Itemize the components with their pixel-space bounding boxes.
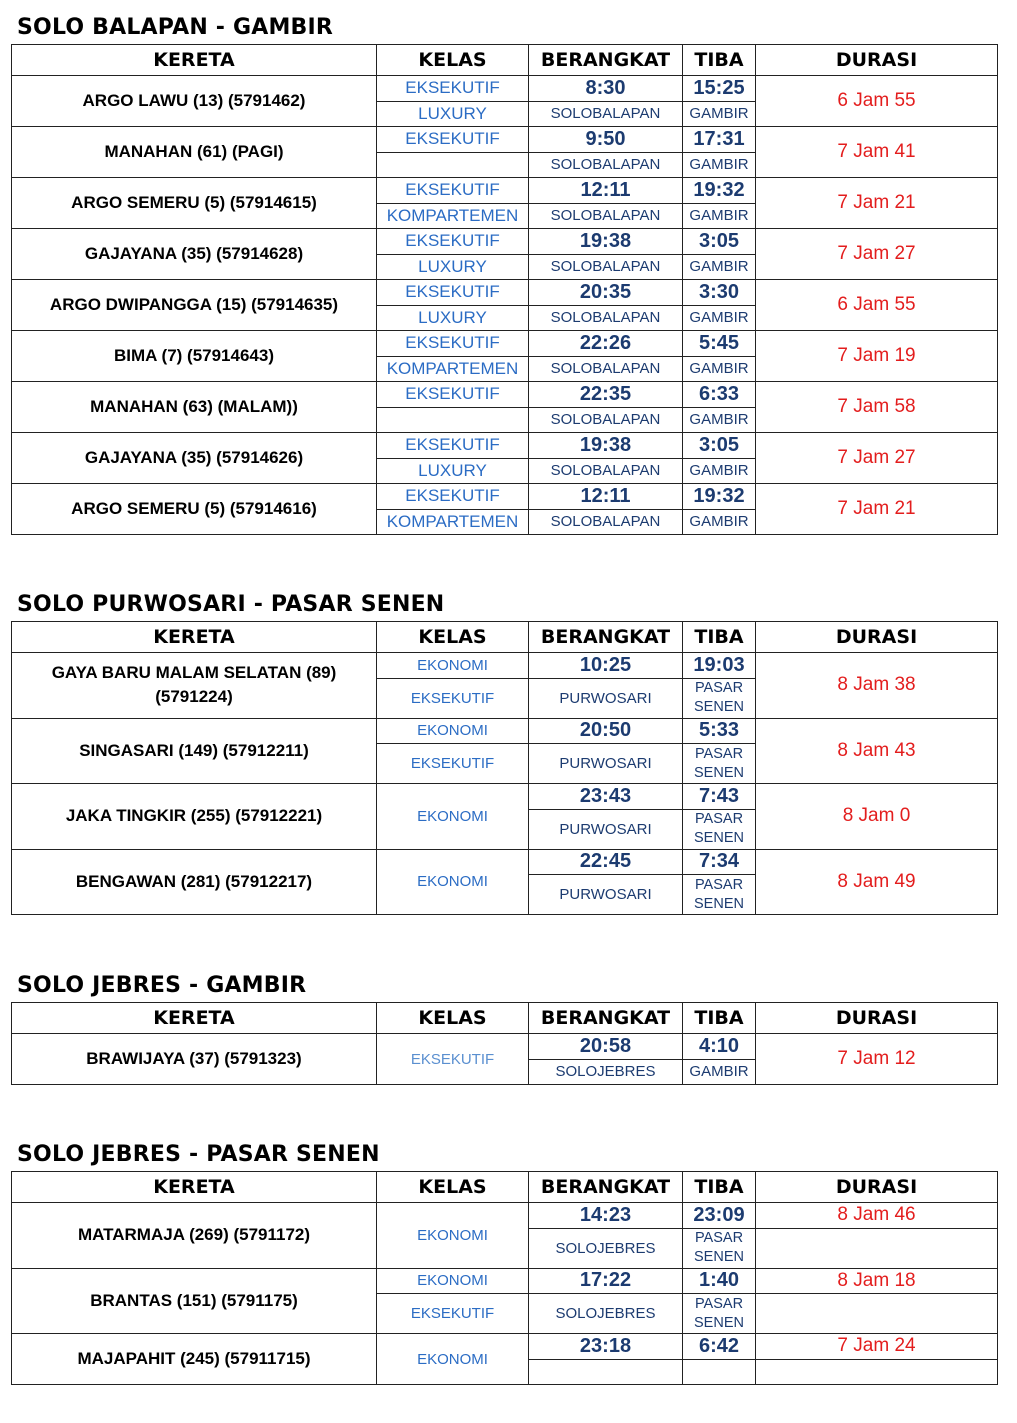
train-name: BRAWIJAYA (37) (5791323) — [12, 1034, 377, 1085]
arrival-station: GAMBIR — [683, 1059, 756, 1085]
table-row — [12, 76, 998, 102]
class-primary: EKONOMI — [377, 653, 529, 679]
train-name: GAJAYANA (35) (57914628) — [12, 229, 377, 280]
header-durasi: DURASI — [756, 622, 998, 653]
train-name: BRANTAS (151) (5791175) — [12, 1268, 377, 1334]
section-solo-jebres-pasar-senen — [11, 1139, 997, 1385]
table-row — [12, 784, 998, 810]
arrival-time: 3:05 — [683, 229, 756, 255]
departure-time: 23:43 — [529, 784, 683, 810]
arrival-time: 3:05 — [683, 433, 756, 459]
class-secondary: LUXURY — [377, 305, 529, 331]
duration: 7 Jam 27 — [756, 433, 998, 484]
train-name: MANAHAN (61) (PAGI) — [12, 127, 377, 178]
header-kereta: KERETA — [12, 1172, 377, 1203]
train-name: BENGAWAN (281) (57912217) — [12, 849, 377, 915]
arrival-station-line1: PASAR — [694, 876, 744, 893]
class-primary: EKSEKUTIF — [377, 331, 529, 357]
table-row — [12, 331, 998, 357]
arrival-time: 17:31 — [683, 127, 756, 153]
class-primary: EKSEKUTIF — [377, 229, 529, 255]
class-secondary: KOMPARTEMEN — [377, 356, 529, 382]
section-title: SOLO PURWOSARI - PASAR SENEN — [17, 592, 445, 617]
header-kereta: KERETA — [12, 45, 377, 76]
arrival-station-empty — [683, 1359, 756, 1385]
arrival-time: 19:32 — [683, 178, 756, 204]
arrival-time: 1:40 — [683, 1268, 756, 1294]
duration: 8 Jam 0 — [756, 784, 998, 850]
train-name: ARGO LAWU (13) (5791462) — [12, 76, 377, 127]
class-primary: EKSEKUTIF — [377, 1034, 529, 1085]
duration: 8 Jam 49 — [756, 849, 998, 915]
departure-station: SOLOBALAPAN — [529, 305, 683, 331]
departure-time: 19:38 — [529, 229, 683, 255]
arrival-station-line2: SENEN — [694, 699, 744, 715]
class-secondary: EKSEKUTIF — [377, 744, 529, 784]
table-header-row — [12, 1172, 998, 1203]
duration: 6 Jam 55 — [756, 76, 998, 127]
table-row — [12, 382, 998, 408]
header-kelas: KELAS — [377, 45, 529, 76]
header-kereta: KERETA — [12, 1003, 377, 1034]
arrival-station-line2: SENEN — [694, 1249, 744, 1265]
table-row — [12, 1268, 998, 1294]
header-berangkat: BERANGKAT — [529, 622, 683, 653]
departure-time: 20:35 — [529, 280, 683, 306]
arrival-station — [683, 744, 756, 784]
duration-empty — [756, 1359, 998, 1385]
header-durasi: DURASI — [756, 1003, 998, 1034]
header-berangkat: BERANGKAT — [529, 1172, 683, 1203]
arrival-station — [683, 875, 756, 915]
arrival-station-line1: PASAR — [694, 745, 744, 762]
class-secondary — [377, 407, 529, 433]
class-primary: EKONOMI — [377, 1334, 529, 1385]
arrival-time: 19:03 — [683, 653, 756, 679]
train-name: GAJAYANA (35) (57914626) — [12, 433, 377, 484]
class-secondary: EKSEKUTIF — [377, 678, 529, 718]
table-row — [12, 849, 998, 875]
arrival-station: GAMBIR — [683, 305, 756, 331]
arrival-station-line2: SENEN — [694, 764, 744, 781]
arrival-station-line1: PASAR — [694, 680, 744, 696]
departure-station: SOLOJEBRES — [529, 1059, 683, 1085]
class-primary: EKONOMI — [377, 1268, 529, 1294]
class-primary: EKSEKUTIF — [377, 76, 529, 102]
arrival-station: GAMBIR — [683, 407, 756, 433]
train-name: SINGASARI (149) (57912211) — [12, 718, 377, 784]
departure-station: SOLOBALAPAN — [529, 458, 683, 484]
header-tiba: TIBA — [683, 45, 756, 76]
table-row — [12, 127, 998, 153]
arrival-station — [683, 809, 756, 849]
class-primary: EKSEKUTIF — [377, 280, 529, 306]
class-secondary — [377, 152, 529, 178]
train-name: MATARMAJA (269) (5791172) — [12, 1203, 377, 1269]
class-primary: EKSEKUTIF — [377, 178, 529, 204]
duration: 8 Jam 38 — [756, 653, 998, 719]
arrival-station: GAMBIR — [683, 356, 756, 382]
arrival-station-line2: SENEN — [694, 830, 744, 846]
train-name: JAKA TINGKIR (255) (57912221) — [12, 784, 377, 850]
duration: 8 Jam 18 — [756, 1268, 998, 1294]
duration: 7 Jam 41 — [756, 127, 998, 178]
section-solo-balapan-gambir — [11, 12, 997, 535]
departure-station: PURWOSARI — [529, 744, 683, 784]
class-secondary: LUXURY — [377, 254, 529, 280]
arrival-station: GAMBIR — [683, 458, 756, 484]
arrival-station — [683, 1294, 756, 1334]
departure-time: 20:50 — [529, 718, 683, 744]
duration: 7 Jam 12 — [756, 1034, 998, 1085]
class-secondary: LUXURY — [377, 101, 529, 127]
table-row — [12, 653, 998, 679]
arrival-station: GAMBIR — [683, 203, 756, 229]
departure-station: SOLOBALAPAN — [529, 254, 683, 280]
header-kereta: KERETA — [12, 622, 377, 653]
arrival-time: 5:33 — [683, 718, 756, 744]
departure-time: 19:38 — [529, 433, 683, 459]
arrival-time: 6:42 — [683, 1334, 756, 1360]
class-secondary: LUXURY — [377, 458, 529, 484]
departure-time: 14:23 — [529, 1203, 683, 1229]
arrival-station-line1: PASAR — [694, 1230, 744, 1246]
departure-time: 20:58 — [529, 1034, 683, 1060]
arrival-station-line2: SENEN — [694, 895, 744, 912]
train-name: BIMA (7) (57914643) — [12, 331, 377, 382]
class-secondary: KOMPARTEMEN — [377, 203, 529, 229]
schedule-table — [11, 1002, 998, 1085]
section-title: SOLO JEBRES - GAMBIR — [17, 973, 307, 998]
duration-empty — [756, 1228, 998, 1268]
class-primary: EKONOMI — [377, 718, 529, 744]
arrival-time: 6:33 — [683, 382, 756, 408]
departure-time: 17:22 — [529, 1268, 683, 1294]
departure-station: SOLOBALAPAN — [529, 509, 683, 535]
departure-station: SOLOBALAPAN — [529, 101, 683, 127]
class-secondary: KOMPARTEMEN — [377, 509, 529, 535]
departure-station: PURWOSARI — [529, 678, 683, 718]
departure-station: SOLOBALAPAN — [529, 407, 683, 433]
departure-time: 22:35 — [529, 382, 683, 408]
arrival-station: GAMBIR — [683, 101, 756, 127]
train-name-line2: (5791224) — [155, 687, 233, 707]
departure-time: 22:26 — [529, 331, 683, 357]
table-row — [12, 484, 998, 510]
arrival-station — [683, 678, 756, 718]
schedule-table — [11, 1171, 998, 1385]
duration-empty — [756, 1294, 998, 1334]
arrival-station-line1: PASAR — [694, 811, 744, 827]
arrival-time: 3:30 — [683, 280, 756, 306]
section-solo-purwosari-pasar-senen — [11, 589, 997, 915]
train-name — [12, 653, 377, 719]
arrival-station: GAMBIR — [683, 254, 756, 280]
schedule-table — [11, 44, 998, 535]
departure-station: SOLOBALAPAN — [529, 203, 683, 229]
train-name-line1: GAYA BARU MALAM SELATAN (89) — [51, 663, 337, 683]
arrival-time: 15:25 — [683, 76, 756, 102]
class-primary: EKSEKUTIF — [377, 127, 529, 153]
class-primary: EKONOMI — [377, 784, 529, 850]
departure-time: 23:18 — [529, 1334, 683, 1360]
class-primary: EKONOMI — [377, 849, 529, 915]
duration: 7 Jam 21 — [756, 178, 998, 229]
arrival-time: 19:32 — [683, 484, 756, 510]
table-row — [12, 280, 998, 306]
departure-station: SOLOJEBRES — [529, 1228, 683, 1268]
table-header-row — [12, 45, 998, 76]
header-kelas: KELAS — [377, 1172, 529, 1203]
class-primary: EKSEKUTIF — [377, 433, 529, 459]
arrival-time: 7:34 — [683, 849, 756, 875]
header-berangkat: BERANGKAT — [529, 1003, 683, 1034]
departure-time: 22:45 — [529, 849, 683, 875]
arrival-station: GAMBIR — [683, 152, 756, 178]
duration: 7 Jam 19 — [756, 331, 998, 382]
table-row — [12, 433, 998, 459]
departure-station: PURWOSARI — [529, 875, 683, 915]
departure-time: 8:30 — [529, 76, 683, 102]
table-row — [12, 178, 998, 204]
departure-station: PURWOSARI — [529, 809, 683, 849]
arrival-station-line2: SENEN — [694, 1314, 744, 1331]
header-kelas: KELAS — [377, 622, 529, 653]
table-row — [12, 1203, 998, 1229]
arrival-time: 7:43 — [683, 784, 756, 810]
train-name: MANAHAN (63) (MALAM)) — [12, 382, 377, 433]
class-primary: EKONOMI — [377, 1203, 529, 1269]
schedule-table — [11, 621, 998, 915]
departure-time: 9:50 — [529, 127, 683, 153]
class-primary: EKSEKUTIF — [377, 382, 529, 408]
departure-time: 12:11 — [529, 484, 683, 510]
header-kelas: KELAS — [377, 1003, 529, 1034]
header-tiba: TIBA — [683, 1172, 756, 1203]
departure-station-empty — [529, 1359, 683, 1385]
header-tiba: TIBA — [683, 1003, 756, 1034]
duration: 8 Jam 43 — [756, 718, 998, 784]
duration: 8 Jam 46 — [756, 1203, 998, 1229]
table-row — [12, 1034, 998, 1060]
table-row — [12, 1334, 998, 1360]
header-berangkat: BERANGKAT — [529, 45, 683, 76]
duration: 7 Jam 58 — [756, 382, 998, 433]
table-row — [12, 718, 998, 744]
duration: 7 Jam 21 — [756, 484, 998, 535]
section-title: SOLO JEBRES - PASAR SENEN — [17, 1142, 380, 1167]
header-durasi: DURASI — [756, 45, 998, 76]
departure-station: SOLOJEBRES — [529, 1294, 683, 1334]
table-row — [12, 229, 998, 255]
arrival-station-line1: PASAR — [694, 1295, 744, 1312]
table-header-row — [12, 1003, 998, 1034]
duration: 7 Jam 24 — [756, 1334, 998, 1360]
header-tiba: TIBA — [683, 622, 756, 653]
arrival-time: 23:09 — [683, 1203, 756, 1229]
duration: 7 Jam 27 — [756, 229, 998, 280]
train-name: ARGO DWIPANGGA (15) (57914635) — [12, 280, 377, 331]
departure-time: 12:11 — [529, 178, 683, 204]
section-solo-jebres-gambir — [11, 970, 997, 1085]
header-durasi: DURASI — [756, 1172, 998, 1203]
train-name: ARGO SEMERU (5) (57914615) — [12, 178, 377, 229]
class-primary: EKSEKUTIF — [377, 484, 529, 510]
class-secondary: EKSEKUTIF — [377, 1294, 529, 1334]
arrival-station: GAMBIR — [683, 509, 756, 535]
arrival-time: 5:45 — [683, 331, 756, 357]
arrival-time: 4:10 — [683, 1034, 756, 1060]
table-header-row — [12, 622, 998, 653]
departure-station: SOLOBALAPAN — [529, 152, 683, 178]
train-name: MAJAPAHIT (245) (57911715) — [12, 1334, 377, 1385]
section-title: SOLO BALAPAN - GAMBIR — [17, 15, 334, 40]
duration: 6 Jam 55 — [756, 280, 998, 331]
arrival-station — [683, 1228, 756, 1268]
train-name: ARGO SEMERU (5) (57914616) — [12, 484, 377, 535]
departure-time: 10:25 — [529, 653, 683, 679]
departure-station: SOLOBALAPAN — [529, 356, 683, 382]
